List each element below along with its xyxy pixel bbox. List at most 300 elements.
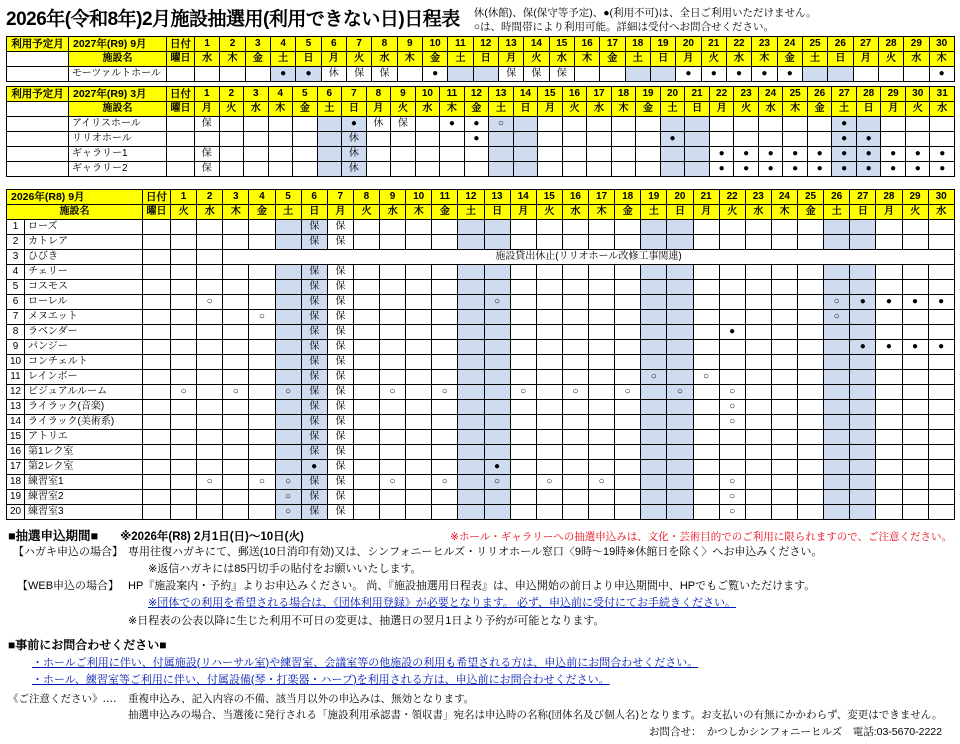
weekday-header-cell: 木: [406, 205, 432, 220]
weekday-header-cell: 土: [489, 102, 514, 117]
schedule-cell: [615, 400, 641, 415]
schedule-cell: [589, 370, 615, 385]
schedule-cell: [484, 490, 510, 505]
schedule-cell: [667, 505, 693, 520]
schedule-cell: [432, 220, 458, 235]
schedule-cell: ○: [432, 385, 458, 400]
schedule-cell: [641, 325, 667, 340]
schedule-cell: [615, 415, 641, 430]
schedule-cell: [562, 340, 588, 355]
schedule-cell: [197, 505, 223, 520]
schedule-cell: [667, 325, 693, 340]
schedule-cell: [745, 430, 771, 445]
schedule-cell: [510, 490, 536, 505]
row-number: 18: [7, 475, 25, 490]
schedule-cell: [510, 265, 536, 280]
schedule-cell: [366, 147, 391, 162]
schedule-cell: [878, 67, 903, 82]
schedule-cell: [223, 295, 249, 310]
date-label: 日付: [167, 87, 195, 102]
schedule-cell: [807, 132, 832, 147]
date-header-cell: 27: [832, 87, 857, 102]
schedule-cell: [719, 355, 745, 370]
schedule-cell: ○: [719, 385, 745, 400]
row-weekday-spacer: [143, 385, 171, 400]
date-header-cell: 16: [562, 190, 588, 205]
schedule-cell: [536, 385, 562, 400]
schedule-cell: ●: [709, 162, 734, 177]
weekday-header-cell: 水: [195, 52, 220, 67]
table-row: [7, 162, 955, 177]
schedule-cell: [171, 265, 197, 280]
row-number: 7: [7, 310, 25, 325]
schedule-cell: 保: [195, 117, 220, 132]
schedule-cell: [928, 355, 954, 370]
schedule-cell: [904, 67, 929, 82]
schedule-cell: [641, 220, 667, 235]
schedule-cell: [928, 220, 954, 235]
date-header-cell: 29: [881, 87, 906, 102]
schedule-cell: [928, 490, 954, 505]
schedule-cell: [353, 340, 379, 355]
date-header-cell: 21: [701, 37, 726, 52]
weekday-header-cell: 水: [930, 102, 955, 117]
schedule-cell: 保: [301, 400, 327, 415]
schedule-cell: [513, 117, 538, 132]
schedule-cell: [824, 265, 850, 280]
schedule-cell: ●: [783, 147, 808, 162]
schedule-cell: [641, 490, 667, 505]
schedule-cell: ○: [667, 385, 693, 400]
weekday-header-cell: 火: [536, 205, 562, 220]
schedule-cell: [275, 445, 301, 460]
date-header-cell: 4: [268, 87, 293, 102]
facility-name: ギャラリー2: [69, 162, 167, 177]
row-weekday-spacer: [167, 67, 195, 82]
schedule-cell: [223, 475, 249, 490]
schedule-cell: ●: [876, 295, 902, 310]
schedule-cell: [353, 370, 379, 385]
schedule-cell: ●: [881, 162, 906, 177]
date-header-cell: 17: [587, 87, 612, 102]
schedule-cell: [719, 370, 745, 385]
weekday-header-cell: 火: [902, 205, 928, 220]
schedule-cell: [615, 220, 641, 235]
schedule-cell: [440, 147, 465, 162]
schedule-cell: [928, 445, 954, 460]
schedule-cell: [902, 385, 928, 400]
schedule-cell: [589, 310, 615, 325]
schedule-cell: [458, 505, 484, 520]
schedule-cell: [538, 132, 563, 147]
schedule-cell: ●: [832, 132, 857, 147]
schedule-cell: [685, 132, 710, 147]
schedule-cell: [902, 400, 928, 415]
date-header-cell: 4: [270, 37, 295, 52]
schedule-cell: [745, 340, 771, 355]
row-weekday-spacer: [167, 147, 195, 162]
schedule-cell: [824, 235, 850, 250]
schedule-cell: [223, 370, 249, 385]
schedule-cell: [807, 117, 832, 132]
date-header-cell: 23: [734, 87, 759, 102]
schedule-cell: [641, 430, 667, 445]
schedule-cell: [876, 370, 902, 385]
schedule-cell: [536, 370, 562, 385]
schedule-cell: ●: [905, 162, 930, 177]
row-weekday-spacer: [143, 445, 171, 460]
schedule-cell: ●: [832, 147, 857, 162]
schedule-cell: [850, 265, 876, 280]
schedule-cell: [197, 400, 223, 415]
schedule-cell: [745, 265, 771, 280]
schedule-cell: ○: [432, 475, 458, 490]
schedule-cell: ○: [275, 490, 301, 505]
weekday-header-cell: 土: [270, 52, 295, 67]
schedule-cell: [876, 235, 902, 250]
date-header-cell: 17: [600, 37, 625, 52]
schedule-cell: [667, 445, 693, 460]
weekday-header-cell: 火: [562, 102, 587, 117]
schedule-cell: [406, 355, 432, 370]
date-header-cell: 8: [353, 190, 379, 205]
weekday-header-cell: 木: [752, 52, 777, 67]
weekday-header-cell: 水: [197, 205, 223, 220]
table-row: [7, 400, 955, 415]
schedule-cell: [380, 295, 406, 310]
weekday-header-cell: 日: [342, 102, 367, 117]
schedule-cell: [641, 355, 667, 370]
schedule-cell: [353, 310, 379, 325]
schedule-cell: 保: [327, 505, 353, 520]
date-header-cell: 22: [709, 87, 734, 102]
schedule-cell: [771, 490, 797, 505]
date-header-cell: 9: [380, 190, 406, 205]
table-row: [7, 340, 955, 355]
weekday-label: 曜日: [143, 205, 171, 220]
schedule-cell: [641, 340, 667, 355]
date-header-cell: 14: [513, 87, 538, 102]
schedule-cell: [171, 505, 197, 520]
schedule-cell: [380, 430, 406, 445]
schedule-table-2-wrap: [0, 86, 960, 177]
schedule-cell: [268, 162, 293, 177]
schedule-cell: [432, 340, 458, 355]
table-row: [7, 117, 955, 132]
schedule-cell: [197, 415, 223, 430]
schedule-cell: [660, 162, 685, 177]
schedule-cell: ○: [562, 385, 588, 400]
schedule-cell: ●: [902, 295, 928, 310]
schedule-cell: [484, 310, 510, 325]
date-header-cell: 26: [828, 37, 853, 52]
schedule-cell: [771, 325, 797, 340]
schedule-cell: 保: [195, 147, 220, 162]
schedule-cell: ●: [709, 147, 734, 162]
weekday-header-cell: 水: [745, 205, 771, 220]
schedule-cell: ●: [752, 67, 777, 82]
schedule-cell: ○: [719, 490, 745, 505]
schedule-cell: [458, 310, 484, 325]
schedule-cell: [876, 490, 902, 505]
weekday-header-cell: 火: [701, 52, 726, 67]
schedule-cell: [458, 475, 484, 490]
publication-note: ※日程表の公表以降に生じた利用不可日の変更は、抽選日の翌月1日より予約が可能となります。: [128, 614, 605, 627]
schedule-cell: [458, 220, 484, 235]
date-header-cell: 22: [726, 37, 751, 52]
schedule-cell: [719, 235, 745, 250]
schedule-cell: [432, 460, 458, 475]
facility-name: モーツァルトホール: [69, 67, 167, 82]
row-number: 12: [7, 385, 25, 400]
schedule-cell: [275, 400, 301, 415]
schedule-cell: ●: [301, 460, 327, 475]
row-weekday-spacer: [143, 400, 171, 415]
schedule-table-1-wrap: [0, 36, 960, 82]
schedule-cell: [641, 460, 667, 475]
schedule-cell: [600, 67, 625, 82]
schedule-cell: [275, 340, 301, 355]
schedule-cell: [667, 235, 693, 250]
schedule-cell: [353, 415, 379, 430]
facility-name-label: 施設名: [69, 102, 167, 117]
schedule-cell: [771, 445, 797, 460]
weekday-header-cell: 土: [832, 102, 857, 117]
schedule-cell: [353, 505, 379, 520]
weekday-header-cell: 木: [220, 52, 245, 67]
date-header-cell: 31: [930, 87, 955, 102]
schedule-cell: [667, 265, 693, 280]
schedule-cell: [353, 280, 379, 295]
schedule-cell: [693, 400, 719, 415]
schedule-cell: ○: [824, 295, 850, 310]
schedule-cell: 保: [327, 370, 353, 385]
schedule-cell: [484, 400, 510, 415]
schedule-cell: [484, 370, 510, 385]
schedule-cell: [667, 400, 693, 415]
schedule-cell: [510, 430, 536, 445]
schedule-cell: [771, 460, 797, 475]
date-header-cell: 1: [171, 190, 197, 205]
weekday-header-cell: 土: [660, 102, 685, 117]
schedule-cell: 保: [301, 445, 327, 460]
schedule-cell: [171, 370, 197, 385]
row-spacer: [7, 162, 69, 177]
schedule-cell: 保: [327, 235, 353, 250]
schedule-cell: 保: [301, 385, 327, 400]
schedule-cell: [538, 147, 563, 162]
table-row: [7, 445, 955, 460]
schedule-cell: [380, 445, 406, 460]
date-header-cell: 19: [650, 37, 675, 52]
schedule-cell: 保: [327, 325, 353, 340]
weekday-header-cell: 日: [850, 205, 876, 220]
schedule-cell: [824, 355, 850, 370]
schedule-cell: [745, 220, 771, 235]
web-application-row: [8, 578, 952, 595]
schedule-cell: [615, 310, 641, 325]
schedule-cell: 休: [342, 147, 367, 162]
schedule-cell: [293, 117, 318, 132]
contact-info: お問合せ： かつしかシンフォニーヒルズ 電話:03-5670-2222: [649, 725, 942, 738]
schedule-cell: [693, 415, 719, 430]
schedule-cell: [458, 370, 484, 385]
schedule-cell: ○: [275, 475, 301, 490]
facility-name-label: 施設名: [69, 52, 167, 67]
date-header-cell: 21: [693, 190, 719, 205]
web-label: 【WEB申込の場合】: [16, 580, 120, 593]
row-weekday-spacer: [143, 415, 171, 430]
date-header-cell: 18: [615, 190, 641, 205]
schedule-cell: [536, 445, 562, 460]
date-header-cell: 18: [611, 87, 636, 102]
schedule-cell: [798, 325, 824, 340]
date-header-cell: 25: [798, 190, 824, 205]
row-number: 14: [7, 415, 25, 430]
schedule-cell: [771, 475, 797, 490]
date-header-cell: 30: [929, 37, 954, 52]
schedule-cell: [275, 430, 301, 445]
row-weekday-spacer: [143, 460, 171, 475]
facility-name: 第1レク室: [25, 445, 143, 460]
schedule-cell: [928, 505, 954, 520]
weekday-header-cell: 火: [353, 205, 379, 220]
schedule-cell: [380, 370, 406, 385]
weekday-header-cell: 金: [245, 52, 270, 67]
schedule-cell: [798, 490, 824, 505]
facility-name-label: 施設名: [7, 205, 143, 220]
date-header-cell: 19: [641, 190, 667, 205]
schedule-cell: [902, 460, 928, 475]
schedule-cell: [850, 220, 876, 235]
schedule-cell: [249, 235, 275, 250]
date-header-cell: 15: [536, 190, 562, 205]
schedule-cell: ●: [905, 147, 930, 162]
date-header-cell: 9: [391, 87, 416, 102]
schedule-cell: 保: [327, 445, 353, 460]
table-row: [7, 355, 955, 370]
schedule-cell: [758, 117, 783, 132]
schedule-cell: [562, 295, 588, 310]
schedule-cell: ●: [807, 147, 832, 162]
schedule-cell: [171, 280, 197, 295]
schedule-cell: ●: [902, 340, 928, 355]
schedule-cell: [380, 340, 406, 355]
schedule-cell: [771, 415, 797, 430]
schedule-cell: [636, 117, 661, 132]
schedule-cell: [223, 355, 249, 370]
schedule-cell: ●: [296, 67, 321, 82]
schedule-cell: ○: [719, 505, 745, 520]
month-cell: 2027年(R9) 3月: [69, 87, 167, 102]
schedule-cell: [693, 265, 719, 280]
schedule-cell: [489, 132, 514, 147]
schedule-cell: [275, 265, 301, 280]
schedule-cell: [798, 415, 824, 430]
schedule-cell: [928, 415, 954, 430]
schedule-cell: [589, 385, 615, 400]
schedule-cell: [406, 385, 432, 400]
schedule-cell: [432, 310, 458, 325]
schedule-cell: [484, 325, 510, 340]
schedule-table-1: [6, 36, 955, 82]
schedule-cell: [223, 415, 249, 430]
schedule-cell: [824, 280, 850, 295]
date-header-cell: 28: [856, 87, 881, 102]
schedule-cell: ●: [930, 162, 955, 177]
weekday-header-cell: 火: [905, 102, 930, 117]
date-header-cell: 5: [296, 37, 321, 52]
schedule-cell: [850, 280, 876, 295]
schedule-cell: [667, 490, 693, 505]
schedule-cell: ○: [484, 295, 510, 310]
schedule-cell: [798, 295, 824, 310]
date-header-cell: 5: [275, 190, 301, 205]
schedule-cell: [473, 67, 498, 82]
schedule-cell: [353, 460, 379, 475]
schedule-cell: [758, 132, 783, 147]
schedule-cell: [448, 67, 473, 82]
weekday-header-cell: 木: [574, 52, 599, 67]
schedule-cell: 保: [372, 67, 397, 82]
date-header-cell: 10: [422, 37, 447, 52]
row-number: 2: [7, 235, 25, 250]
schedule-cell: [510, 340, 536, 355]
schedule-cell: ●: [719, 325, 745, 340]
schedule-cell: [709, 132, 734, 147]
row-spacer: [7, 132, 69, 147]
schedule-cell: [641, 415, 667, 430]
schedule-cell: [824, 490, 850, 505]
schedule-cell: ○: [719, 400, 745, 415]
weekday-header-cell: 日: [513, 102, 538, 117]
date-header-cell: 25: [783, 87, 808, 102]
schedule-cell: [249, 490, 275, 505]
schedule-cell: 保: [301, 370, 327, 385]
row-number: 15: [7, 430, 25, 445]
row-number: 19: [7, 490, 25, 505]
schedule-cell: 保: [327, 340, 353, 355]
schedule-cell: [589, 325, 615, 340]
schedule-cell: [406, 445, 432, 460]
schedule-cell: [415, 162, 440, 177]
plan-month-label: 2026年(R8) 9月: [7, 190, 143, 205]
schedule-cell: [536, 490, 562, 505]
schedule-cell: [195, 67, 220, 82]
date-header-cell: 12: [464, 87, 489, 102]
schedule-cell: [902, 505, 928, 520]
schedule-cell: [771, 280, 797, 295]
schedule-cell: [902, 445, 928, 460]
weekday-header-cell: 木: [223, 205, 249, 220]
schedule-cell: [611, 117, 636, 132]
schedule-cell: ●: [464, 132, 489, 147]
schedule-cell: [693, 325, 719, 340]
schedule-cell: [432, 445, 458, 460]
table-row: [7, 505, 955, 520]
schedule-cell: 保: [327, 220, 353, 235]
schedule-cell: ●: [422, 67, 447, 82]
schedule-cell: [223, 325, 249, 340]
schedule-cell: [353, 490, 379, 505]
schedule-cell: [902, 220, 928, 235]
date-header-cell: 2: [220, 37, 245, 52]
schedule-cell: [615, 295, 641, 310]
weekday-header-cell: 金: [798, 205, 824, 220]
schedule-cell: [719, 445, 745, 460]
weekday-header-cell: 水: [726, 52, 751, 67]
schedule-cell: [824, 430, 850, 445]
